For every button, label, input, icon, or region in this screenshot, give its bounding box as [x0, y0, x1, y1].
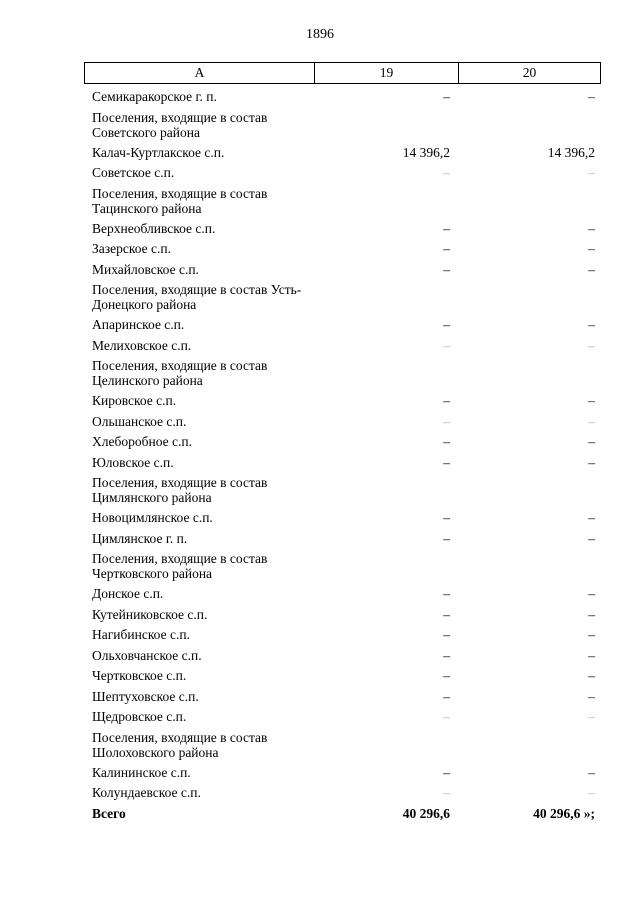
row-value-20: 14 396,2	[547, 144, 595, 160]
row-value-19: –	[443, 764, 450, 780]
table-row	[0, 646, 640, 667]
row-value-19: –	[443, 606, 450, 622]
row-value-19: –	[443, 434, 450, 449]
row-name: Семикаракорское г. п.	[92, 89, 217, 104]
row-value-19: 40 296,6	[402, 805, 450, 821]
row-name: Кутейниковское с.п.	[92, 606, 208, 622]
row-name: Нагибинское с.п.	[92, 627, 190, 642]
row-name: Калининское с.п.	[92, 764, 191, 780]
row-value-20: –	[588, 165, 595, 180]
row-value-19: –	[443, 627, 450, 642]
table-row	[0, 219, 640, 240]
row-name: Ольховчанское с.п.	[92, 647, 202, 663]
group-header-row	[0, 184, 640, 219]
row-value-20: –	[588, 434, 595, 449]
row-value-20: –	[588, 337, 595, 353]
row-name: Юловское с.п.	[92, 454, 174, 470]
row-value-20: –	[588, 606, 595, 622]
row-value-20: –	[588, 627, 595, 642]
row-value-20: –	[588, 261, 595, 277]
row-value-20: –	[588, 668, 595, 683]
row-value-20: –	[588, 530, 595, 546]
table-row	[0, 605, 640, 626]
total-row	[0, 804, 640, 826]
row-name: Ольшанское с.п.	[92, 413, 187, 429]
table-row	[0, 412, 640, 433]
row-value-19: –	[443, 165, 450, 180]
row-value-20: –	[588, 241, 595, 256]
row-value-19: –	[443, 586, 450, 601]
table-row	[0, 260, 640, 281]
row-value-20: –	[588, 220, 595, 236]
row-value-20: –	[588, 785, 595, 800]
group-header-row	[0, 473, 640, 508]
row-name: Всего	[92, 805, 126, 821]
row-name: Советское с.п.	[92, 165, 175, 180]
row-name: Апаринское с.п.	[92, 317, 185, 332]
table-row	[0, 87, 640, 108]
group-header-row	[0, 280, 640, 315]
table-row	[0, 508, 640, 529]
row-name: Донское с.п.	[92, 586, 164, 601]
row-value-19: –	[443, 393, 450, 408]
table-row	[0, 453, 640, 474]
row-name: Калач-Куртлакское с.п.	[92, 144, 225, 160]
group-header-row	[0, 108, 640, 143]
row-value-19: –	[443, 709, 450, 724]
row-value-19: –	[443, 317, 450, 332]
row-name: Зазерское с.п.	[92, 241, 171, 256]
row-name: Поселения, входящие в состав Усть-Донецкого района	[92, 282, 302, 312]
table-body	[0, 87, 640, 826]
row-value-20: –	[588, 317, 595, 332]
row-name: Чертковское с.п.	[92, 668, 187, 683]
row-value-19: –	[443, 454, 450, 470]
row-value-20: –	[588, 586, 595, 601]
row-value-20: –	[588, 647, 595, 663]
table-row	[0, 143, 640, 164]
row-value-19: –	[443, 241, 450, 256]
row-name: Поселения, входящие в состав Целинского района	[92, 358, 268, 388]
row-name: Поселения, входящие в состав Шолоховского района	[92, 729, 268, 760]
row-name: Верхнеобливское с.п.	[92, 220, 216, 236]
row-value-20: –	[588, 393, 595, 408]
row-value-20: –	[588, 688, 595, 704]
row-value-19: –	[443, 337, 450, 353]
header-col-a: А	[85, 63, 315, 83]
table-row	[0, 687, 640, 708]
row-name: Михайловское с.п.	[92, 261, 199, 277]
header-col-20: 20	[522, 65, 537, 80]
table-row	[0, 432, 640, 453]
group-header-row	[0, 356, 640, 391]
row-name: Щедровское с.п.	[92, 709, 187, 724]
row-name: Колундаевское с.п.	[92, 785, 201, 800]
table-header	[84, 62, 601, 84]
row-name: Новоцимлянское с.п.	[92, 510, 213, 525]
table-row	[0, 584, 640, 605]
group-header-row	[0, 728, 640, 763]
row-name: Кировское с.п.	[92, 393, 177, 408]
header-col-19: 19	[315, 63, 459, 83]
row-value-19: –	[443, 530, 450, 546]
row-name: Поселения, входящие в состав Цимлянского района	[92, 475, 268, 505]
row-name: Хлеборобное с.п.	[92, 434, 192, 449]
row-name: Поселения, входящие в состав Чертковского района	[92, 551, 268, 581]
row-value-19: –	[443, 261, 450, 277]
row-name: Мелиховское с.п.	[92, 337, 192, 353]
row-value-20: –	[588, 454, 595, 470]
table-row	[0, 239, 640, 260]
table-row	[0, 391, 640, 412]
row-value-19: –	[443, 785, 450, 800]
table-row	[0, 336, 640, 357]
row-value-19: –	[443, 413, 450, 429]
row-value-20: –	[588, 709, 595, 724]
table-row	[0, 763, 640, 784]
group-header-row	[0, 549, 640, 584]
table-row	[0, 315, 640, 336]
row-name: Поселения, входящие в состав Советского района	[92, 109, 268, 140]
table-row	[0, 666, 640, 687]
row-value-20: –	[588, 510, 595, 525]
table-row	[0, 707, 640, 728]
row-name: Шептуховское с.п.	[92, 688, 199, 704]
table-row	[0, 625, 640, 646]
row-name: Поселения, входящие в состав Тацинского района	[92, 185, 268, 216]
row-value-20: –	[588, 89, 595, 104]
row-value-19: –	[443, 647, 450, 663]
row-name: Цимлянское г. п.	[92, 530, 188, 546]
row-value-19: –	[443, 668, 450, 683]
row-value-19: 14 396,2	[402, 144, 450, 160]
row-value-19: –	[443, 688, 450, 704]
row-value-19: –	[443, 89, 450, 104]
row-value-19: –	[443, 220, 450, 236]
row-value-20: –	[588, 413, 595, 429]
table-row	[0, 163, 640, 184]
page-number: 1896	[306, 27, 334, 42]
table-row	[0, 783, 640, 804]
table-row	[0, 529, 640, 550]
row-value-19: –	[443, 510, 450, 525]
row-value-20: –	[588, 764, 595, 780]
row-value-20: 40 296,6 »;	[533, 805, 595, 821]
